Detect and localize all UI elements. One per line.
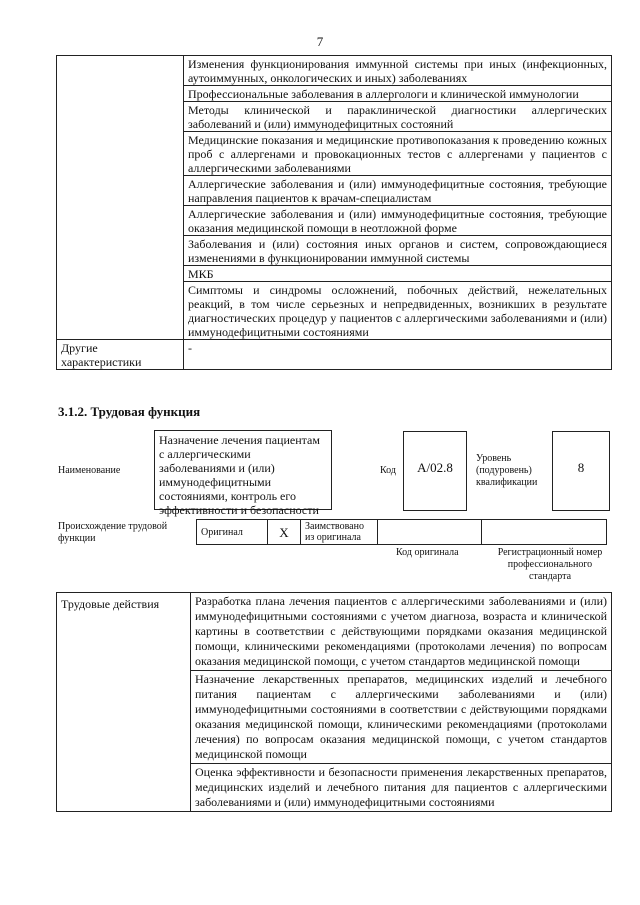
knowledge-table bbox=[56, 55, 612, 370]
table-cell: Заболевания и (или) состояния иных органов и систем, сопровождающиеся изменениями в функционировании иммунной системы bbox=[184, 236, 612, 266]
table-cell: Аллергические заболевания и (или) иммунодефицитные состояния, требующие направления пациентов к врачам-специалистам bbox=[184, 176, 612, 206]
table-cell: Назначение лекарственных препаратов, медицинских изделий и лечебного питания пациентам с аллергическими заболеваниями и (или) иммунодефицитными состояниями в соответствии с действующими порядками оказания медицинской помощи, клиническими рекомендациями (протоколами лечения) по вопросам оказания медицинской помощи, с учетом стандартов медицинской помощи bbox=[191, 671, 612, 764]
registration-caption: Регистрационный номер профессионального стандарта bbox=[497, 547, 603, 582]
original-code-cell bbox=[378, 520, 482, 545]
table-cell: Профессиональные заболевания в аллергологи и клинической иммунологии bbox=[184, 86, 612, 102]
original-mark: X bbox=[268, 520, 301, 545]
table-cell: Изменения функционирования иммунной системы при иных (инфекционных, аутоиммунных, онкологических и иных) заболеваниях bbox=[184, 56, 612, 86]
page-number: 7 bbox=[316, 34, 324, 49]
section-title: 3.1.2. Трудовая функция bbox=[58, 404, 201, 419]
level-box: 8 bbox=[552, 431, 610, 511]
borrowed-label: Заимствовано из оригинала bbox=[301, 520, 378, 545]
table-cell: Оценка эффективности и безопасности применения лекарственных препаратов, медицинских изделий и лечебного питания для пациентов с аллергическими заболеваниями и (или) иммунодефицитными состояниями bbox=[191, 764, 612, 812]
labor-actions-table bbox=[56, 592, 612, 812]
table-cell: Аллергические заболевания и (или) иммунодефицитные состояния, требующие оказания медицинской помощи в неотложной форме bbox=[184, 206, 612, 236]
table-cell: Симптомы и синдромы осложнений, побочных действий, нежелательных реакций, в том числе серьезных и непредвиденных, возникших в результате диагностических процедур у пациентов с аллергическими заболеваниями и (или) иммунодефицитными состояниями bbox=[184, 282, 612, 340]
other-characteristics-value: - bbox=[184, 340, 612, 370]
original-label: Оригинал bbox=[197, 520, 268, 545]
table-cell: Разработка плана лечения пациентов с аллергическими заболеваниями и (или) иммунодефицитными состояниями с учетом диагноза, возраста и клинической картины в соответствии с действующими порядками оказания медицинской помощи, клиническими рекомендациями (протоколами лечения) по вопросам оказания медицинской помощи, с учетом стандартов медицинской помощи bbox=[191, 593, 612, 671]
other-characteristics-label: Другие характеристики bbox=[57, 340, 184, 370]
table-row-label-empty bbox=[57, 56, 184, 340]
origin-label: Происхождение трудовой функции bbox=[58, 521, 168, 544]
code-label: Код bbox=[380, 465, 396, 476]
origin-table bbox=[196, 519, 607, 545]
table-cell: МКБ bbox=[184, 266, 612, 282]
code-caption: Код оригинала bbox=[396, 547, 459, 558]
registration-number-cell bbox=[482, 520, 607, 545]
labor-actions-label: Трудовые действия bbox=[57, 593, 191, 812]
level-label: Уровень (подуровень) квалификации bbox=[476, 453, 538, 488]
name-label: Наименование bbox=[58, 465, 121, 476]
table-cell: Методы клинической и параклинической диагностики аллергических заболеваний и (или) иммунодефицитных состояний bbox=[184, 102, 612, 132]
function-name-box: Назначение лечения пациентам с аллергическими заболеваниями и (или) иммунодефицитными состояниями, контроль его эффективности и безопасности bbox=[154, 430, 332, 510]
function-code-box: А/02.8 bbox=[403, 431, 467, 511]
table-cell: Медицинские показания и медицинские противопоказания к проведению кожных проб с аллергенами и провокационных тестов с аллергенами у пациентов с аллергическими заболеваниями bbox=[184, 132, 612, 176]
